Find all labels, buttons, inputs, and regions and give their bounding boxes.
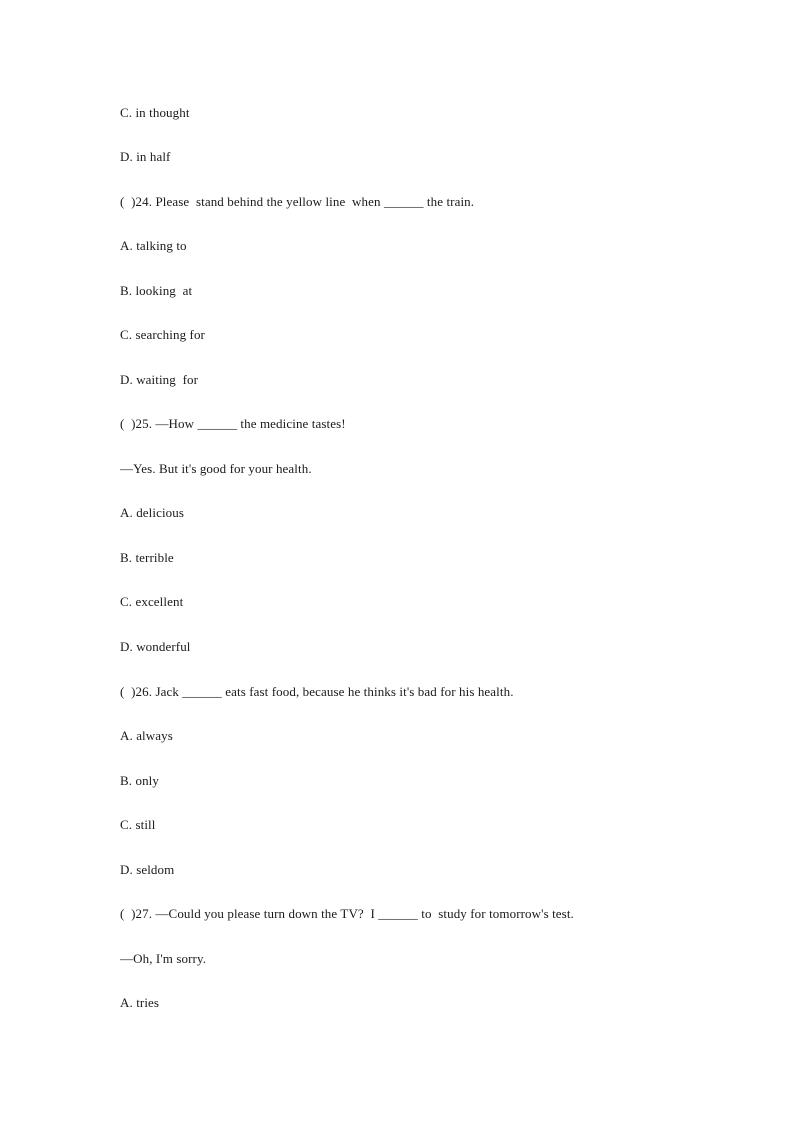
question-25: ( )25. —How ______ the medicine tastes! (120, 416, 346, 431)
option-26-b: B. only (120, 773, 159, 788)
option-25-b: B. terrible (120, 550, 174, 565)
question-27: ( )27. —Could you please turn down the TV? I ______ to study for tomorrow's test. (120, 906, 574, 921)
question-26: ( )26. Jack ______ eats fast food, because he thinks it's bad for his health. (120, 684, 514, 699)
option-25-c: C. excellent (120, 594, 184, 609)
option-25-a: A. delicious (120, 505, 185, 520)
option-25-d: D. wonderful (120, 639, 191, 654)
option-24-b: B. looking at (120, 283, 193, 298)
option-26-c: C. still (120, 817, 156, 832)
question-27-reply: —Oh, I'm sorry. (120, 951, 207, 966)
option-23-c: C. in thought (120, 105, 190, 120)
option-24-a: A. talking to (120, 238, 187, 253)
question-25-reply: —Yes. But it's good for your health. (120, 461, 312, 476)
option-24-d: D. waiting for (120, 372, 199, 387)
option-27-a: A. tries (120, 995, 160, 1010)
option-23-d: D. in half (120, 149, 171, 164)
question-24: ( )24. Please stand behind the yellow line when ______ the train. (120, 194, 475, 209)
option-26-d: D. seldom (120, 862, 175, 877)
option-24-c: C. searching for (120, 327, 205, 342)
option-26-a: A. always (120, 728, 173, 743)
